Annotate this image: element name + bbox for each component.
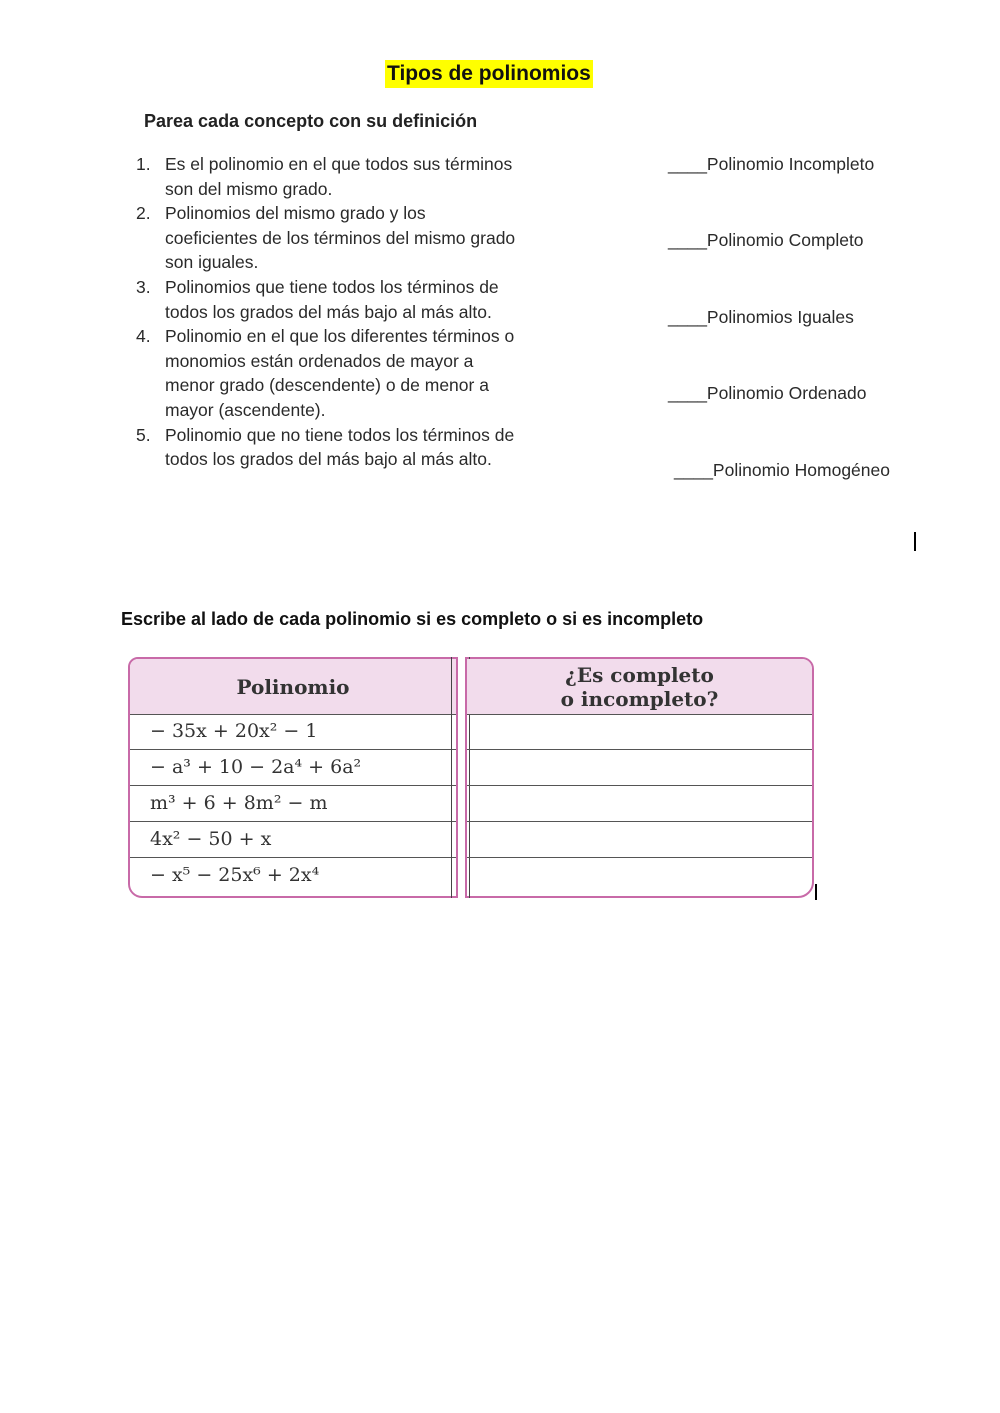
definition-text: Es el polinomio en el que todos sus términos son del mismo grado. bbox=[165, 154, 513, 199]
answer-cell-4[interactable] bbox=[467, 822, 812, 858]
definition-text: Polinomio en el que los diferentes términos o monomios están ordenados de mayor a menor grado (descendente) o de menor a mayor (ascendente). bbox=[165, 326, 515, 420]
definition-item bbox=[136, 275, 516, 324]
definition-item bbox=[136, 152, 516, 201]
page-title: Tipos de polinomios bbox=[385, 60, 593, 88]
definition-text: Polinomios que tiene todos los términos de todos los grados del más bajo al más alto. bbox=[165, 276, 499, 322]
term-polinomio-ordenado[interactable]: ____Polinomio Ordenado bbox=[668, 383, 867, 403]
answer-column bbox=[465, 657, 814, 898]
answer-cell-1[interactable] bbox=[467, 714, 812, 750]
term-polinomio-completo[interactable]: ____Polinomio Completo bbox=[668, 230, 864, 250]
answer-cell-3[interactable] bbox=[467, 786, 812, 822]
polynomial-cell-5: − x⁵ − 25x⁶ + 2x⁴ bbox=[150, 864, 320, 886]
definition-item bbox=[136, 201, 516, 275]
term-polinomio-homogeneo[interactable]: ____Polinomio Homogéneo bbox=[674, 460, 890, 480]
definition-number: 1. bbox=[136, 154, 151, 174]
matching-instruction: Parea cada concepto con su definición bbox=[144, 111, 478, 131]
table-instruction: Escribe al lado de cada polinomio si es completo o si es incompleto bbox=[121, 609, 704, 629]
text-cursor bbox=[914, 532, 916, 551]
definition-item bbox=[136, 324, 516, 422]
definition-number: 5. bbox=[136, 424, 151, 445]
polynomial-column bbox=[128, 657, 458, 898]
polynomial-table bbox=[128, 657, 814, 898]
header-line-2: o incompleto? bbox=[560, 686, 719, 711]
header-line-1: ¿Es completo bbox=[565, 662, 714, 687]
answer-cell-2[interactable] bbox=[467, 750, 812, 786]
polynomial-cell-4: 4x² − 50 + x bbox=[130, 822, 456, 858]
definition-list bbox=[136, 152, 516, 472]
polynomial-cell-2: − a³ + 10 − 2a⁴ + 6a² bbox=[130, 750, 456, 786]
polynomial-cell-3: m³ + 6 + 8m² − m bbox=[130, 786, 456, 822]
answer-cell-5[interactable] bbox=[467, 858, 812, 894]
term-polinomio-incompleto[interactable]: ____Polinomio Incompleto bbox=[668, 154, 875, 174]
definition-number: 4. bbox=[136, 326, 151, 347]
header-polinomio: Polinomio bbox=[130, 659, 456, 715]
definition-item bbox=[136, 423, 516, 472]
text-cursor bbox=[815, 884, 817, 900]
term-polinomios-iguales[interactable]: ____Polinomios Iguales bbox=[668, 307, 854, 327]
definition-text: Polinomios del mismo grado y los coeficientes de los términos del mismo grado son iguales. bbox=[165, 203, 516, 273]
header-es-completo bbox=[467, 659, 812, 715]
polynomial-cell-1: − 35x + 20x² − 1 bbox=[130, 714, 456, 750]
definition-text: Polinomio que no tiene todos los términos de todos los grados del más bajo al más alto. bbox=[165, 424, 515, 470]
definition-number: 2. bbox=[136, 203, 151, 224]
definition-number: 3. bbox=[136, 276, 151, 297]
